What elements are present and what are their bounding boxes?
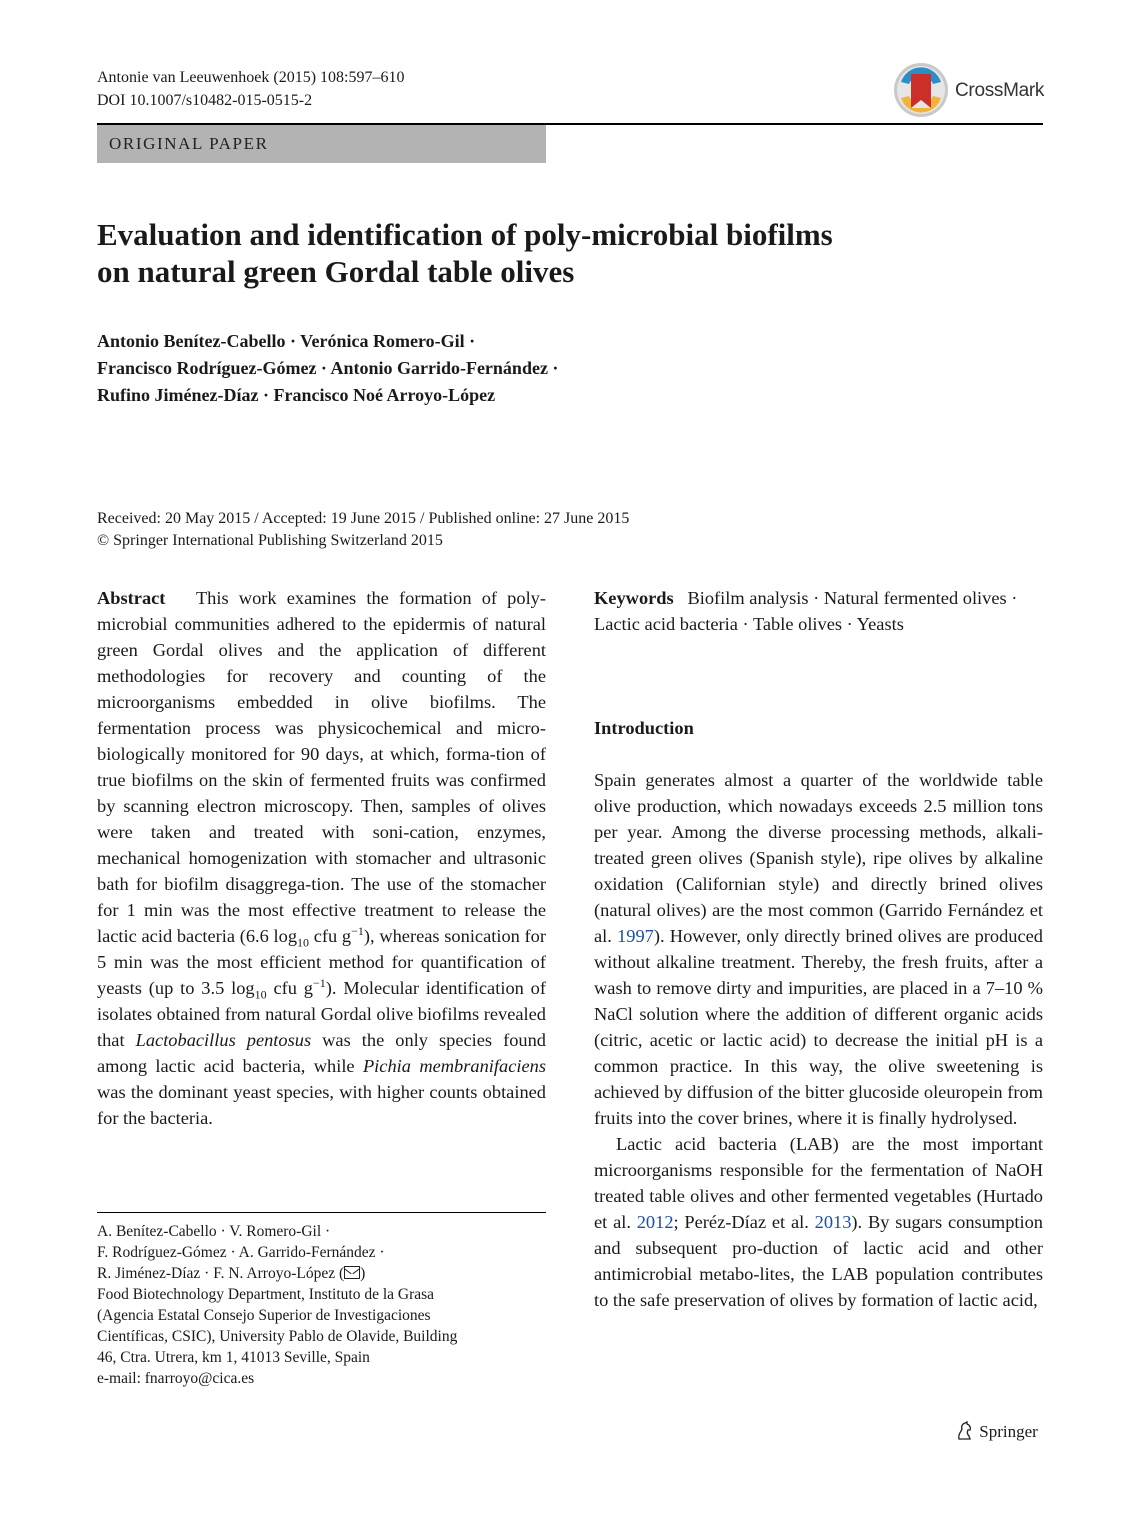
citation-link[interactable]: 2013 xyxy=(814,1212,852,1232)
authors-line-3: Rufino Jiménez-Díaz · Francisco Noé Arroyo-López xyxy=(97,385,496,405)
copyright-line: © Springer International Publishing Switzerland 2015 xyxy=(97,532,443,549)
section-label: ORIGINAL PAPER xyxy=(109,134,269,153)
springer-horse-icon xyxy=(955,1421,975,1441)
corresponding-email[interactable]: e-mail: fnarroyo@cica.es xyxy=(97,1370,255,1387)
publication-dates xyxy=(97,508,997,552)
doi[interactable]: DOI 10.1007/s10482-015-0515-2 xyxy=(97,92,313,109)
publisher-logo xyxy=(955,1421,1038,1442)
author-affiliation-footnote: A. Benítez-Cabello · V. Romero-Gil · F. Rodríguez-Gómez · A. Garrido-Fernández · R. Jiménez-Díaz · F. N. Arroyo-López ( ) Food Biotechnology Department, Instituto de la Grasa (Agencia Estatal Consejo Superior de Investigaciones Científicas, CSIC), University Pablo de Olavide, Building 46, Ctra. Utrera, km 1, 41013 Seville, Spain e-mail: fnarroyo@cica.es xyxy=(97,1221,546,1389)
species-name: Lactobacillus pentosus xyxy=(135,1030,312,1050)
citation-link[interactable]: 1997 xyxy=(617,926,654,946)
abstract-column xyxy=(97,585,546,1131)
section-band xyxy=(97,125,546,163)
publisher-name: Springer xyxy=(979,1422,1038,1441)
citation-link[interactable]: 2012 xyxy=(636,1212,674,1232)
crossmark-badge[interactable] xyxy=(893,62,1045,118)
crossmark-label: CrossMark xyxy=(955,80,1045,101)
article-title xyxy=(97,216,997,290)
abstract-label: Abstract xyxy=(97,588,166,608)
keywords-label: Keywords xyxy=(594,588,674,608)
intro-paragraph-1: Spain generates almost a quarter of the worldwide table olive production, which nowadays exceeds 2.5 million tons per year. Among the diverse processing methods, alkali-treated green olives (Spanish style), ripe olives by alkaline oxidation (Californian style) and directly brined olives (natural olives) are the most common (Garrido Fernández et al. 1997). However, only directly brined olives are produced without alkaline treatment. Thereby, the fresh fruits, after a wash to remove dirty and impurities, are placed in a 7–10 % NaCl solution where the addition of different organic acids (citric, acetic or lactic acid) to decrease the initial pH is a common practice. In this way, the olive sweetening is achieved by diffusion of the bitter glucoside oleuropein from fruits into the cover brines, where it is finally hydrolysed. xyxy=(594,770,1044,1128)
envelope-icon[interactable] xyxy=(344,1266,360,1279)
intro-paragraph-2: Lactic acid bacteria (LAB) are the most important microorganisms responsible for the fermentation of NaOH treated table olives and other fermented vegetables (Hurtado et al. 2012; Peréz-Díaz et al. 2013). By sugars consumption and subsequent pro-duction of lactic acid and other antimicrobial metabo-lites, the LAB population contributes to the safe preservation of olives by formation of lactic acid, xyxy=(594,1134,1043,1310)
author-list xyxy=(97,328,997,409)
crossmark-icon xyxy=(893,62,949,118)
title-line-2: on natural green Gordal table olives xyxy=(97,254,575,289)
right-column xyxy=(594,585,1043,1313)
journal-citation: Antonie van Leeuwenhoek (2015) 108:597–610 xyxy=(97,69,405,86)
footnote-rule xyxy=(97,1212,546,1213)
abstract: Abstract This work examines the formation of poly-microbial communities adhered to the epidermis of natural green Gordal olives and the application of different methodologies for recovery and counting of the microorganisms embedded in olive biofilms. The fermentation process was physicochemical and micro-biologically monitored for 90 days, at which, forma-tion of true biofilms on the skin of fermented fruits was confirmed by scanning electron microscopy. Then, samples of olives were taken and treated with soni-cation, enzymes, mechanical homogenization with stomacher and ultrasonic bath for biofilm disaggrega-tion. The use of the stomacher for 1 min was the most effective treatment to release the lactic acid bacteria (6.6 $\log_{10}$ cfu $g^{-1}$), whereas sonication for 5 min was the most efficient method for quantification of yeasts (up to 3.5 $\log_{10}$ cfu $g^{-1}$). Molecular identification of isolates obtained from natural Gordal olive biofilms revealed that Lactobacillus pentosus was the only species found among lactic acid bacteria, while Pichia membranifaciens was the dominant yeast species, with higher counts obtained for the bacteria. xyxy=(97,588,547,1128)
species-name: Pichia membranifaciens xyxy=(362,1056,546,1076)
section-heading-introduction: Introduction xyxy=(594,718,694,738)
received-line: Received: 20 May 2015 / Accepted: 19 June 2015 / Published online: 27 June 2015 xyxy=(97,510,630,527)
authors-line-2: Francisco Rodríguez-Gómez · Antonio Garrido-Fernández · xyxy=(97,358,559,378)
title-line-1: Evaluation and identification of poly-microbial biofilms xyxy=(97,217,833,252)
authors-line-1: Antonio Benítez-Cabello · Verónica Romero-Gil · xyxy=(97,331,476,351)
keywords: Keywords Biofilm analysis · Natural fermented olives · Lactic acid bacteria · Table olives · Yeasts xyxy=(594,588,1018,634)
